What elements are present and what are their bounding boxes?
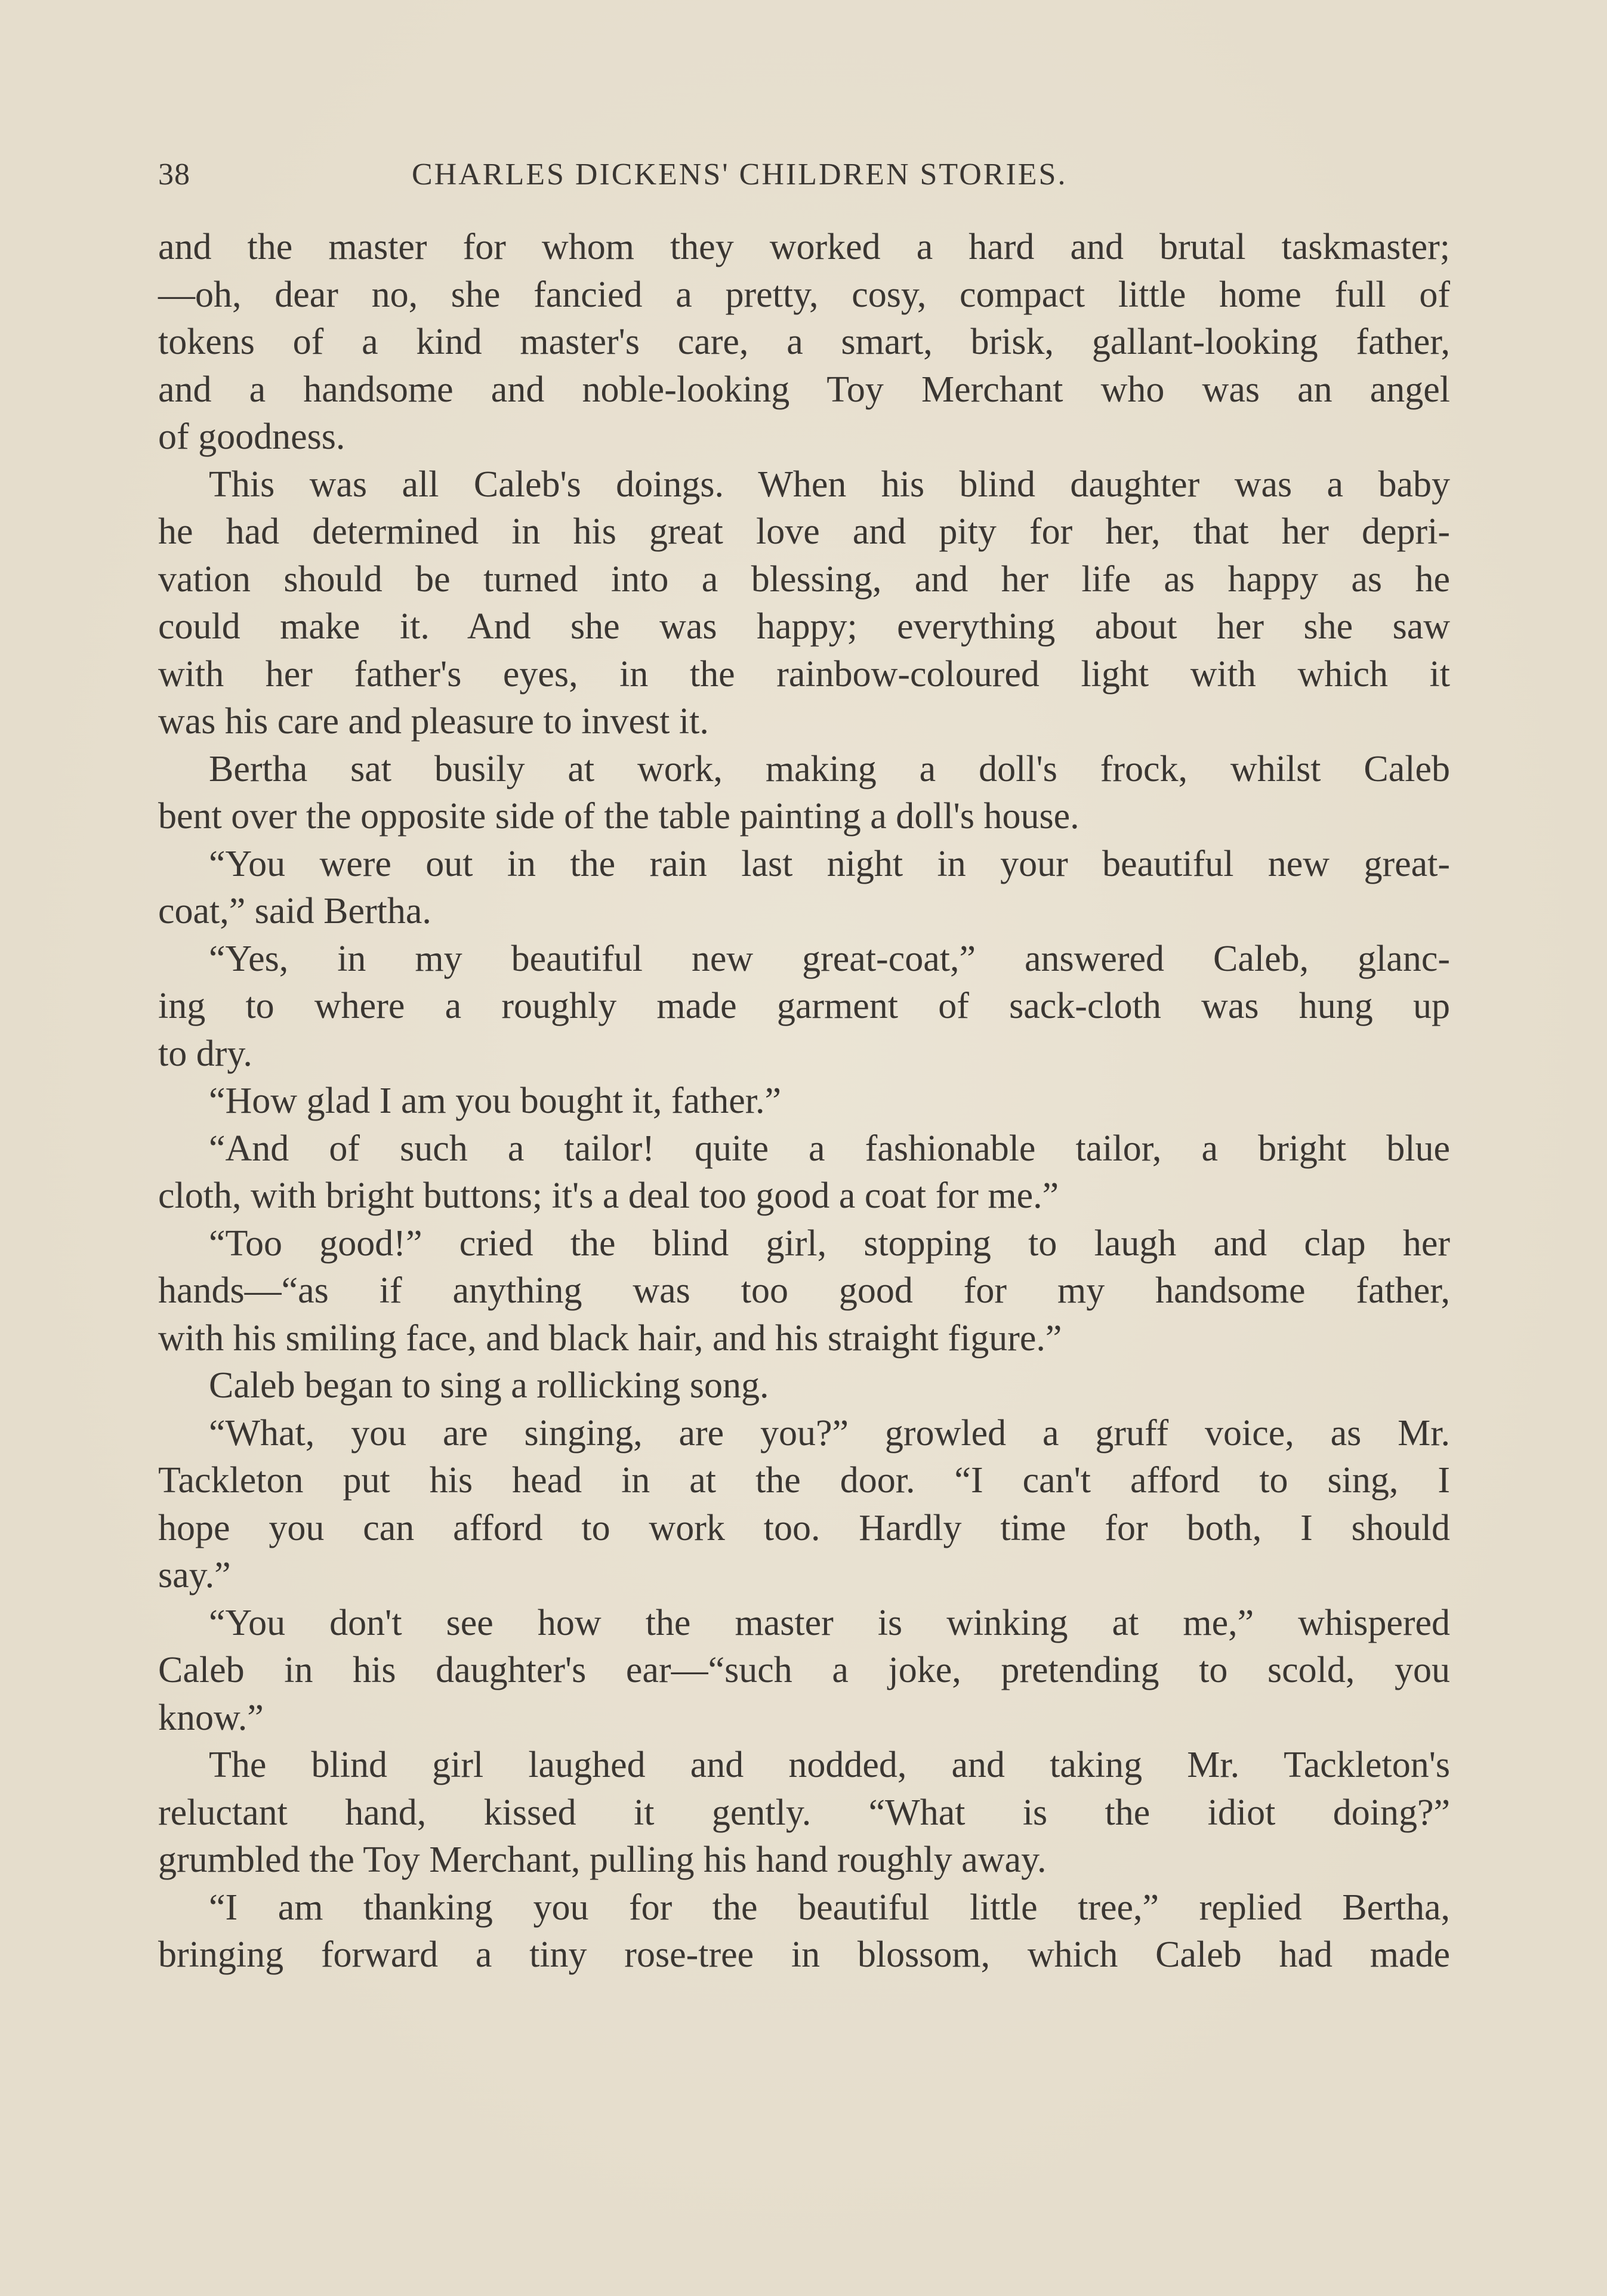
text-line: tokens of a kind master's care, a smart, brisk, gallant-looking father,	[158, 322, 1450, 362]
body-text	[158, 224, 1450, 1979]
text-line: say.”	[158, 1555, 231, 1596]
text-line: grumbled the Toy Merchant, pulling his hand roughly away.	[158, 1840, 1047, 1880]
text-line: The blind girl laughed and nodded, and taking Mr. Tackleton's	[209, 1745, 1450, 1785]
text-line: “I am thanking you for the beautiful little tree,” replied Bertha,	[209, 1887, 1450, 1928]
text-line: to dry.	[158, 1033, 252, 1074]
text-line: hope you can afford to work too. Hardly time for both, I should	[158, 1507, 1450, 1548]
text-line: with her father's eyes, in the rainbow-coloured light with which it	[158, 653, 1450, 695]
text-line: “Yes, in my beautiful new great-coat,” answered Caleb, glanc-	[209, 938, 1450, 979]
text-line: coat,” said Bertha.	[158, 891, 431, 931]
text-line: “Too good!” cried the blind girl, stopping to laugh and clap her	[209, 1223, 1450, 1264]
text-line: hands—“as if anything was too good for my handsome father,	[158, 1270, 1450, 1311]
text-line: he had determined in his great love and pity for her, that her depri-	[158, 511, 1450, 552]
text-line: —oh, dear no, she fancied a pretty, cosy, compact little home full of	[158, 274, 1450, 315]
text-line: “And of such a tailor! quite a fashionable tailor, a bright blue	[209, 1128, 1450, 1169]
text-line: ing to where a roughly made garment of sack-cloth was hung up	[158, 986, 1450, 1026]
text-line: vation should be turned into a blessing, and her life as happy as he	[158, 558, 1450, 600]
text-line: with his smiling face, and black hair, and his straight figure.”	[158, 1317, 1062, 1359]
text-line: and a handsome and noble-looking Toy Merchant who was an angel	[158, 369, 1450, 410]
text-line: “You don't see how the master is winking at me,” whispered	[209, 1602, 1450, 1643]
text-line: Tackleton put his head in at the door. “I can't afford to sing, I	[158, 1460, 1450, 1501]
text-line: cloth, with bright buttons; it's a deal too good a coat for me.”	[158, 1175, 1059, 1216]
text-line: Bertha sat busily at work, making a doll's frock, whilst Caleb	[209, 748, 1450, 789]
page-header	[158, 154, 1450, 196]
text-line: of goodness.	[158, 416, 346, 457]
text-line: was his care and pleasure to invest it.	[158, 701, 709, 742]
text-line: “What, you are singing, are you?” growled a gruff voice, as Mr.	[209, 1412, 1450, 1453]
running-title: CHARLES DICKENS' CHILDREN STORIES.	[412, 158, 1068, 192]
text-line: This was all Caleb's doings. When his blind daughter was a baby	[209, 464, 1450, 505]
text-line: reluctant hand, kissed it gently. “What is the idiot doing?”	[158, 1792, 1450, 1833]
text-line: bringing forward a tiny rose-tree in blossom, which Caleb had made	[158, 1934, 1450, 1975]
text-line: Caleb began to sing a rollicking song.	[209, 1365, 769, 1406]
text-line: “You were out in the rain last night in your beautiful new great-	[209, 843, 1450, 884]
text-line: bent over the opposite side of the table painting a doll's house.	[158, 796, 1079, 837]
page-number: 38	[158, 158, 190, 192]
text-line: “How glad I am you bought it, father.”	[209, 1081, 782, 1121]
text-line: could make it. And she was happy; everything about her she saw	[158, 606, 1450, 647]
text-line: know.”	[158, 1697, 264, 1738]
text-line: Caleb in his daughter's ear—“such a joke, pretending to scold, you	[158, 1650, 1450, 1690]
text-line: and the master for whom they worked a hard and brutal taskmaster;	[158, 227, 1450, 267]
